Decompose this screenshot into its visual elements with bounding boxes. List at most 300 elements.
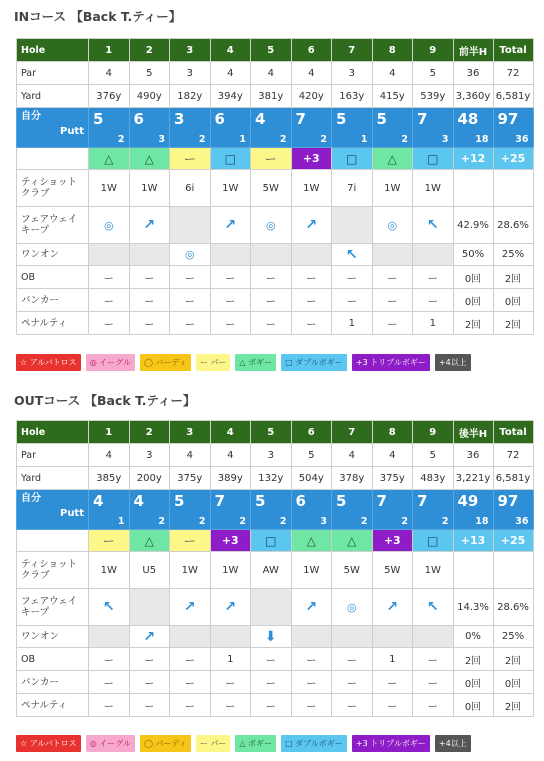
legend-item: ☆ アルバトロス [16, 735, 81, 752]
stroke-count: 48 [457, 110, 479, 128]
bunker-cell: ー [251, 289, 292, 312]
fairway-keep-cell: ◎ [332, 589, 373, 626]
par-cell: 72 [493, 444, 533, 467]
bunker-cell: 0回 [453, 671, 493, 694]
ob-cell: ー [291, 266, 332, 289]
penalty-cell: ー [291, 694, 332, 717]
tee-club-cell: 1W [372, 170, 413, 207]
fairway-keep-cell [170, 207, 211, 244]
result-badge: +25 [493, 148, 533, 170]
stroke-count: 5 [255, 492, 266, 510]
bunker-cell: ー [89, 289, 130, 312]
penalty-cell: 0回 [453, 694, 493, 717]
ob-cell: ー [89, 266, 130, 289]
fairway-keep-cell: ◎ [372, 207, 413, 244]
tee-club-cell: 1W [89, 552, 130, 589]
stroke-count: 6 [133, 110, 144, 128]
legend-item: +3 トリプルボギー [352, 735, 430, 752]
subtotal-header: 後半H [453, 421, 493, 444]
putt-count: 2 [401, 134, 408, 145]
ob-cell: ー [251, 648, 292, 671]
penalty-cell: ー [129, 694, 170, 717]
result-badge: △ [129, 530, 170, 552]
putt-count: 2 [279, 516, 287, 527]
one-on-cell [170, 626, 211, 648]
one-on-cell [89, 244, 130, 266]
fairway-keep-label: フェアウェイ キープ [17, 589, 89, 626]
putt-count: 2 [158, 516, 165, 527]
legend-item: ー パー [196, 735, 231, 752]
legend-item: ー パー [196, 354, 231, 371]
legend-item: △ ボギー [235, 735, 276, 752]
par-cell: 3 [129, 444, 170, 467]
bunker-cell: ー [170, 289, 211, 312]
hole-number: 8 [372, 39, 413, 62]
yard-cell: 6,581y [493, 85, 533, 108]
fairway-keep-cell: ↗ [291, 589, 332, 626]
fairway-keep-label: フェアウェイ キープ [17, 207, 89, 244]
tee-club-cell: 1W [129, 170, 170, 207]
yard-cell: 539y [413, 85, 454, 108]
ob-cell: ー [332, 648, 373, 671]
putt-count: 36 [515, 516, 529, 527]
legend-item: □ ダブルボギー [281, 735, 347, 752]
yard-cell: 182y [170, 85, 211, 108]
tee-club-cell [493, 170, 533, 207]
ob-cell: 2回 [493, 648, 533, 671]
fairway-keep-cell: 28.6% [493, 589, 533, 626]
score-cell [493, 108, 533, 148]
result-badge: △ [372, 148, 413, 170]
penalty-cell: ー [89, 694, 130, 717]
yard-cell: 504y [291, 467, 332, 490]
par-cell: 36 [453, 62, 493, 85]
legend-item: ◯ バーディ [140, 354, 191, 371]
score-cell [493, 490, 533, 530]
bunker-cell: ー [332, 289, 373, 312]
yard-cell: 6,581y [493, 467, 533, 490]
one-on-cell [291, 244, 332, 266]
stroke-count: 7 [214, 492, 225, 510]
penalty-cell: 2回 [453, 312, 493, 335]
fairway-keep-cell [332, 207, 373, 244]
result-badge: +3 [291, 148, 332, 170]
one-on-label: ワンオン [17, 626, 89, 648]
tee-club-cell: 1W [291, 552, 332, 589]
bunker-cell: ー [251, 671, 292, 694]
penalty-label: ペナルティ [17, 312, 89, 335]
tee-club-cell [493, 552, 533, 589]
par-label: Par [17, 62, 89, 85]
penalty-cell: ー [372, 694, 413, 717]
penalty-cell: ー [170, 312, 211, 335]
yard-cell: 163y [332, 85, 373, 108]
par-cell: 4 [251, 62, 292, 85]
result-badge: ー [251, 148, 292, 170]
fairway-keep-cell: ↗ [291, 207, 332, 244]
stroke-count: 5 [336, 110, 347, 128]
one-on-cell [89, 626, 130, 648]
result-badge: ー [89, 530, 130, 552]
out-course-scorecard [16, 420, 534, 717]
score-cell [210, 490, 251, 530]
tee-club-cell: 5W [372, 552, 413, 589]
score-cell [129, 108, 170, 148]
stroke-count: 4 [255, 110, 266, 128]
bunker-cell: ー [129, 671, 170, 694]
tee-club-cell: U5 [129, 552, 170, 589]
penalty-cell: ー [170, 694, 211, 717]
par-cell: 4 [89, 62, 130, 85]
result-badge: +25 [493, 530, 533, 552]
hole-number: 2 [129, 421, 170, 444]
stroke-count: 7 [376, 492, 387, 510]
tee-club-cell: AW [251, 552, 292, 589]
ob-cell: ー [291, 648, 332, 671]
score-cell [210, 108, 251, 148]
par-cell: 3 [251, 444, 292, 467]
par-cell: 5 [291, 444, 332, 467]
yard-cell: 3,221y [453, 467, 493, 490]
self-label: 自分 [21, 493, 41, 504]
result-badge: +3 [372, 530, 413, 552]
par-cell: 4 [89, 444, 130, 467]
hole-number: 9 [413, 421, 454, 444]
par-cell: 3 [170, 62, 211, 85]
par-cell: 4 [170, 444, 211, 467]
fairway-keep-cell: ↗ [129, 207, 170, 244]
ob-cell: ー [89, 648, 130, 671]
hole-number: 5 [251, 421, 292, 444]
penalty-cell: 2回 [493, 694, 533, 717]
penalty-cell: ー [210, 694, 251, 717]
bunker-cell: ー [413, 671, 454, 694]
yard-cell: 389y [210, 467, 251, 490]
fairway-keep-cell: 42.9% [453, 207, 493, 244]
hole-number: 4 [210, 39, 251, 62]
bunker-cell: 0回 [493, 671, 533, 694]
penalty-cell: ー [413, 694, 454, 717]
out-course-title: OUTコース 【Back T.ティー】 [14, 393, 196, 408]
tee-club-cell [453, 170, 493, 207]
putt-count: 18 [475, 516, 489, 527]
tee-club-cell: 1W [413, 170, 454, 207]
ob-cell: ー [332, 266, 373, 289]
putt-count: 1 [117, 516, 125, 527]
stroke-count: 97 [497, 492, 519, 510]
legend-item: △ ボギー [235, 354, 276, 371]
stroke-count: 4 [133, 492, 144, 510]
putt-count: 3 [441, 134, 449, 145]
ob-cell: ー [251, 266, 292, 289]
stroke-count: 6 [295, 492, 306, 510]
hole-header: Hole [17, 39, 89, 62]
putt-count: 2 [320, 134, 327, 145]
one-on-cell [291, 626, 332, 648]
result-badge: □ [251, 530, 292, 552]
one-on-cell [332, 626, 373, 648]
hole-number: 8 [372, 421, 413, 444]
score-cell [332, 490, 373, 530]
self-label: 自分 [21, 111, 41, 122]
result-label [17, 148, 89, 170]
fairway-keep-cell: ↗ [210, 207, 251, 244]
result-badge: △ [129, 148, 170, 170]
putt-count: 2 [441, 516, 449, 527]
one-on-cell: ◎ [170, 244, 211, 266]
bunker-cell: ー [291, 289, 332, 312]
putt-count: 1 [360, 134, 368, 145]
putt-count: 2 [117, 134, 125, 145]
one-on-cell [413, 626, 454, 648]
result-badge: +12 [453, 148, 493, 170]
hole-number: 6 [291, 421, 332, 444]
putt-count: 2 [198, 516, 206, 527]
ob-cell: 2回 [493, 266, 533, 289]
ob-label: OB [17, 648, 89, 671]
yard-cell: 200y [129, 467, 170, 490]
score-legend [16, 735, 471, 752]
penalty-cell: 1 [413, 312, 454, 335]
legend-item: +3 トリプルボギー [352, 354, 430, 371]
result-badge: +3 [210, 530, 251, 552]
score-cell [170, 490, 211, 530]
ob-cell: ー [413, 266, 454, 289]
par-cell: 5 [413, 62, 454, 85]
putt-count: 2 [198, 134, 206, 145]
result-badge: ー [170, 530, 211, 552]
putt-count: 36 [515, 134, 529, 145]
result-badge: □ [210, 148, 251, 170]
par-cell: 3 [332, 62, 373, 85]
score-cell [372, 490, 413, 530]
stroke-count: 3 [174, 110, 185, 128]
legend-item: □ ダブルボギー [281, 354, 347, 371]
bunker-cell: ー [170, 671, 211, 694]
one-on-cell: 25% [493, 626, 533, 648]
hole-number: 7 [332, 421, 373, 444]
result-badge: ー [170, 148, 211, 170]
ob-label: OB [17, 266, 89, 289]
one-on-cell: 50% [453, 244, 493, 266]
one-on-cell [251, 244, 292, 266]
tee-club-cell: 5W [332, 552, 373, 589]
penalty-label: ペナルティ [17, 694, 89, 717]
ob-cell: ー [129, 648, 170, 671]
yard-label: Yard [17, 467, 89, 490]
putt-label: Putt [59, 126, 84, 137]
one-on-cell: ⬇ [251, 626, 292, 648]
bunker-cell: ー [413, 289, 454, 312]
stroke-count: 7 [295, 110, 306, 128]
yard-cell: 3,360y [453, 85, 493, 108]
bunker-cell: 0回 [493, 289, 533, 312]
legend-item: ◎ イーグル [86, 735, 135, 752]
ob-cell: 1 [372, 648, 413, 671]
putt-count: 18 [475, 134, 489, 145]
bunker-cell: ー [210, 671, 251, 694]
score-cell [129, 490, 170, 530]
fairway-keep-cell: ↖ [413, 589, 454, 626]
tee-club-cell: 7i [332, 170, 373, 207]
tee-club-cell: 1W [170, 552, 211, 589]
stroke-count: 5 [376, 110, 387, 128]
total-header: Total [493, 39, 533, 62]
one-on-cell [210, 626, 251, 648]
putt-label: Putt [59, 508, 84, 519]
par-cell: 4 [372, 62, 413, 85]
result-badge: □ [332, 148, 373, 170]
score-cell [372, 108, 413, 148]
yard-cell: 420y [291, 85, 332, 108]
par-cell: 4 [291, 62, 332, 85]
result-badge: □ [413, 148, 454, 170]
par-cell: 4 [210, 62, 251, 85]
one-on-cell [372, 626, 413, 648]
stroke-count: 7 [417, 110, 428, 128]
putt-count: 3 [320, 516, 327, 527]
ob-cell: 2回 [453, 648, 493, 671]
bunker-cell: ー [291, 671, 332, 694]
legend-item: +4以上 [435, 735, 471, 752]
legend-item: ☆ アルバトロス [16, 354, 81, 371]
score-cell [453, 490, 493, 530]
tee-club-cell [453, 552, 493, 589]
fairway-keep-cell: ↖ [89, 589, 130, 626]
score-label [17, 490, 89, 530]
hole-header: Hole [17, 421, 89, 444]
bunker-label: バンカー [17, 671, 89, 694]
fairway-keep-cell [251, 589, 292, 626]
result-badge: +13 [453, 530, 493, 552]
tee-club-cell: 1W [89, 170, 130, 207]
one-on-cell: 0% [453, 626, 493, 648]
score-cell [413, 108, 454, 148]
yard-cell: 415y [372, 85, 413, 108]
hole-number: 2 [129, 39, 170, 62]
hole-number: 3 [170, 39, 211, 62]
ob-cell: ー [170, 648, 211, 671]
penalty-cell: 2回 [493, 312, 533, 335]
stroke-count: 5 [93, 110, 104, 128]
ob-cell: 1 [210, 648, 251, 671]
score-cell [291, 490, 332, 530]
in-course-scorecard [16, 38, 534, 335]
ob-cell: ー [210, 266, 251, 289]
fairway-keep-cell: ↗ [372, 589, 413, 626]
hole-number: 4 [210, 421, 251, 444]
score-cell [291, 108, 332, 148]
legend-item: ◯ バーディ [140, 735, 191, 752]
result-label [17, 530, 89, 552]
legend-item: ◎ イーグル [86, 354, 135, 371]
score-cell [251, 108, 292, 148]
bunker-cell: 0回 [453, 289, 493, 312]
hole-number: 6 [291, 39, 332, 62]
yard-cell: 375y [170, 467, 211, 490]
result-badge: △ [291, 530, 332, 552]
fairway-keep-cell: 28.6% [493, 207, 533, 244]
hole-number: 5 [251, 39, 292, 62]
par-label: Par [17, 444, 89, 467]
par-cell: 4 [332, 444, 373, 467]
one-on-cell [372, 244, 413, 266]
one-on-cell: ↖ [332, 244, 373, 266]
bunker-cell: ー [210, 289, 251, 312]
yard-cell: 132y [251, 467, 292, 490]
result-badge: △ [89, 148, 130, 170]
score-cell [453, 108, 493, 148]
penalty-cell: ー [372, 312, 413, 335]
penalty-cell: ー [291, 312, 332, 335]
tee-club-cell: 6i [170, 170, 211, 207]
par-cell: 4 [210, 444, 251, 467]
legend-item: +4以上 [435, 354, 471, 371]
one-on-cell [129, 244, 170, 266]
penalty-cell: ー [210, 312, 251, 335]
one-on-cell [210, 244, 251, 266]
fairway-keep-cell: ↗ [170, 589, 211, 626]
ob-cell: ー [129, 266, 170, 289]
bunker-cell: ー [129, 289, 170, 312]
stroke-count: 6 [214, 110, 225, 128]
putt-count: 2 [401, 516, 408, 527]
tee-club-label: ティショット クラブ [17, 170, 89, 207]
yard-cell: 376y [89, 85, 130, 108]
yard-cell: 483y [413, 467, 454, 490]
score-cell [89, 490, 130, 530]
fairway-keep-cell: ↗ [210, 589, 251, 626]
yard-cell: 385y [89, 467, 130, 490]
stroke-count: 5 [336, 492, 347, 510]
stroke-count: 7 [417, 492, 428, 510]
one-on-cell: ↗ [129, 626, 170, 648]
penalty-cell: ー [89, 312, 130, 335]
tee-club-cell: 1W [291, 170, 332, 207]
one-on-cell: 25% [493, 244, 533, 266]
stroke-count: 49 [457, 492, 479, 510]
score-legend [16, 354, 471, 371]
putt-count: 2 [360, 516, 368, 527]
par-cell: 36 [453, 444, 493, 467]
hole-number: 7 [332, 39, 373, 62]
par-cell: 4 [372, 444, 413, 467]
fairway-keep-cell [129, 589, 170, 626]
score-cell [251, 490, 292, 530]
bunker-cell: ー [372, 289, 413, 312]
penalty-cell: ー [251, 312, 292, 335]
tee-club-cell: 1W [413, 552, 454, 589]
penalty-cell: 1 [332, 312, 373, 335]
penalty-cell: ー [129, 312, 170, 335]
par-cell: 5 [413, 444, 454, 467]
yard-cell: 375y [372, 467, 413, 490]
result-badge: □ [413, 530, 454, 552]
one-on-cell [413, 244, 454, 266]
par-cell: 72 [493, 62, 533, 85]
penalty-cell: ー [332, 694, 373, 717]
tee-club-cell: 5W [251, 170, 292, 207]
hole-number: 1 [89, 39, 130, 62]
stroke-count: 4 [93, 492, 104, 510]
bunker-label: バンカー [17, 289, 89, 312]
in-course-title: INコース 【Back T.ティー】 [14, 9, 182, 24]
one-on-label: ワンオン [17, 244, 89, 266]
fairway-keep-cell: ◎ [251, 207, 292, 244]
fairway-keep-cell: ↖ [413, 207, 454, 244]
ob-cell: ー [413, 648, 454, 671]
yard-cell: 490y [129, 85, 170, 108]
